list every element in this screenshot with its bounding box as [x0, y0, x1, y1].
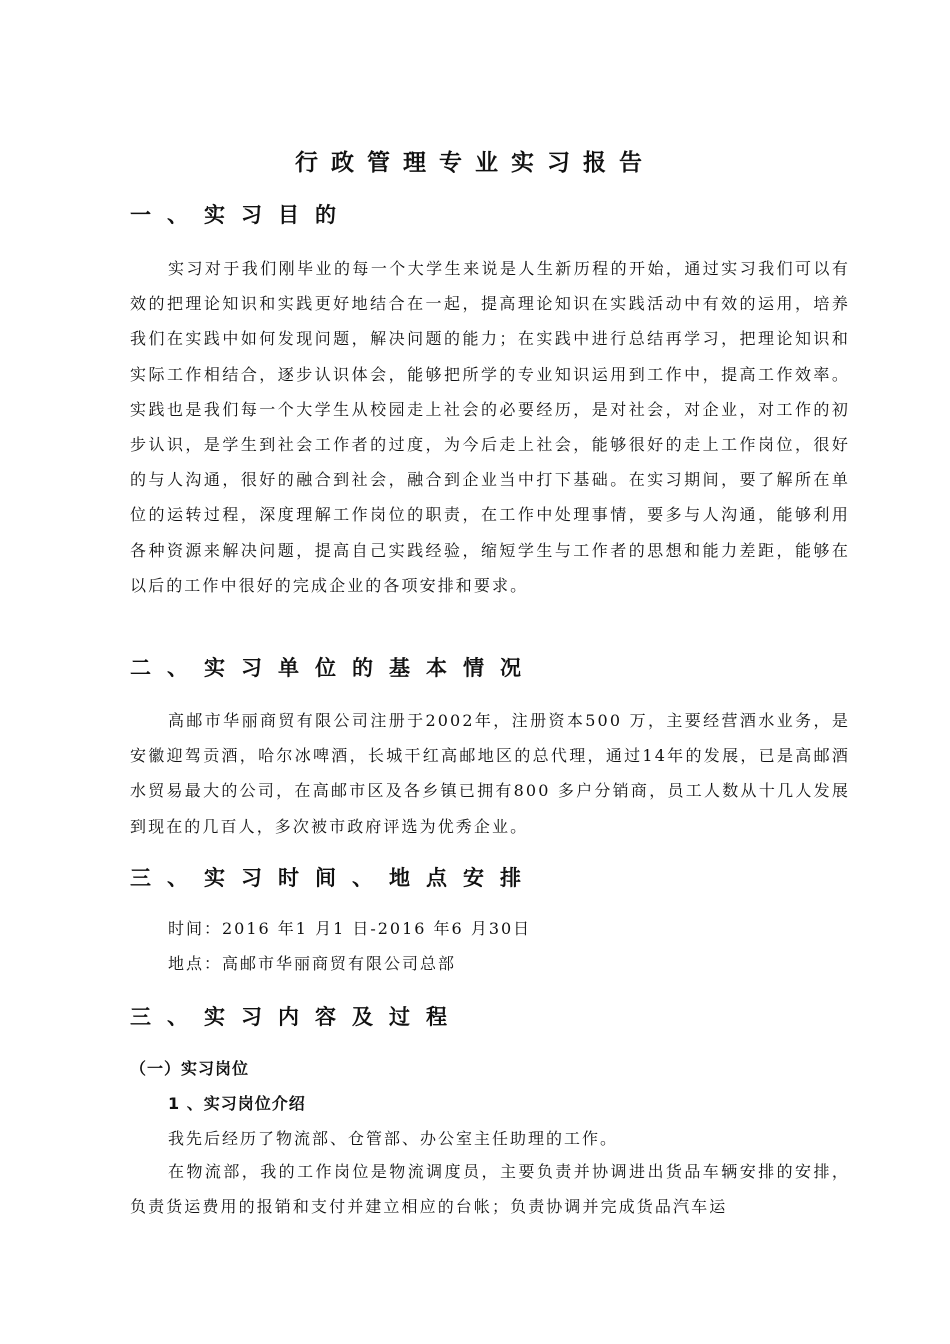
section-heading-purpose: 一、实习目的	[130, 203, 352, 227]
section-paragraph-unit: 高邮市华丽商贸有限公司注册于2002年，注册资本500 万，主要经营酒水业务，是安徽迎驾贡酒，哈尔冰啤酒，长城干红高邮地区的总代理，通过14年的发展，已是高邮酒水贸易最大的公司，在高邮市区及各乡镇已拥有800 多户分销商，员工人数从十几人发展到现在的几百人，多次被市政府评选为优秀企业。	[130, 711, 850, 836]
section-paragraph-purpose: 实习对于我们刚毕业的每一个大学生来说是人生新历程的开始，通过实习我们可以有效的把理论知识和实践更好地结合在一起，提高理论知识在实践活动中有效的运用，培养我们在实践中如何发现问题，解决问题的能力；在实践中进行总结再学习，把理论知识和实际工作相结合，逐步认识体会，能够把所学的专业知识运用到工作中，提高工作效率。实践也是我们每一个大学生从校园走上社会的必要经历，是对社会，对企业，对工作的初步认识，是学生到社会工作者的过度，为今后走上社会，能够很好的走上工作岗位，很好的与人沟通，很好的融合到社会，融合到企业当中打下基础。在实习期间，要了解所在单位的运转过程，深度理解工作岗位的职责，在工作中处理事情，要多与人沟通，能够利用各种资源来解决问题，提高自己实践经验，缩短学生与工作者的思想和能力差距，能够在以后的工作中很好的完成企业的各项安排和要求。	[130, 259, 850, 595]
section-heading-content: 三、实习内容及过程	[130, 1005, 463, 1029]
document-title: 行政管理专业实习报告	[295, 150, 655, 176]
section-heading-unit: 二、实习单位的基本情况	[130, 656, 537, 680]
subheading-internship-post: （一）实习岗位	[130, 1059, 250, 1078]
subheading-post-introduction: 1 、实习岗位介绍	[168, 1094, 306, 1113]
schedule-place-line: 地点：高邮市华丽商贸有限公司总部	[168, 954, 457, 973]
post-intro-line: 我先后经历了物流部、仓管部、办公室主任助理的工作。	[168, 1129, 619, 1148]
logistics-paragraph: 在物流部，我的工作岗位是物流调度员，主要负责并协调进出货品车辆安排的安排，负责货运费用的报销和支付并建立相应的台帐；负责协调并完成货品汽车运	[130, 1162, 850, 1217]
section-heading-schedule: 三、实习时间、地点安排	[130, 866, 537, 890]
schedule-time-line: 时间：2016 年1 月1 日-2016 年6 月30日	[168, 919, 532, 938]
